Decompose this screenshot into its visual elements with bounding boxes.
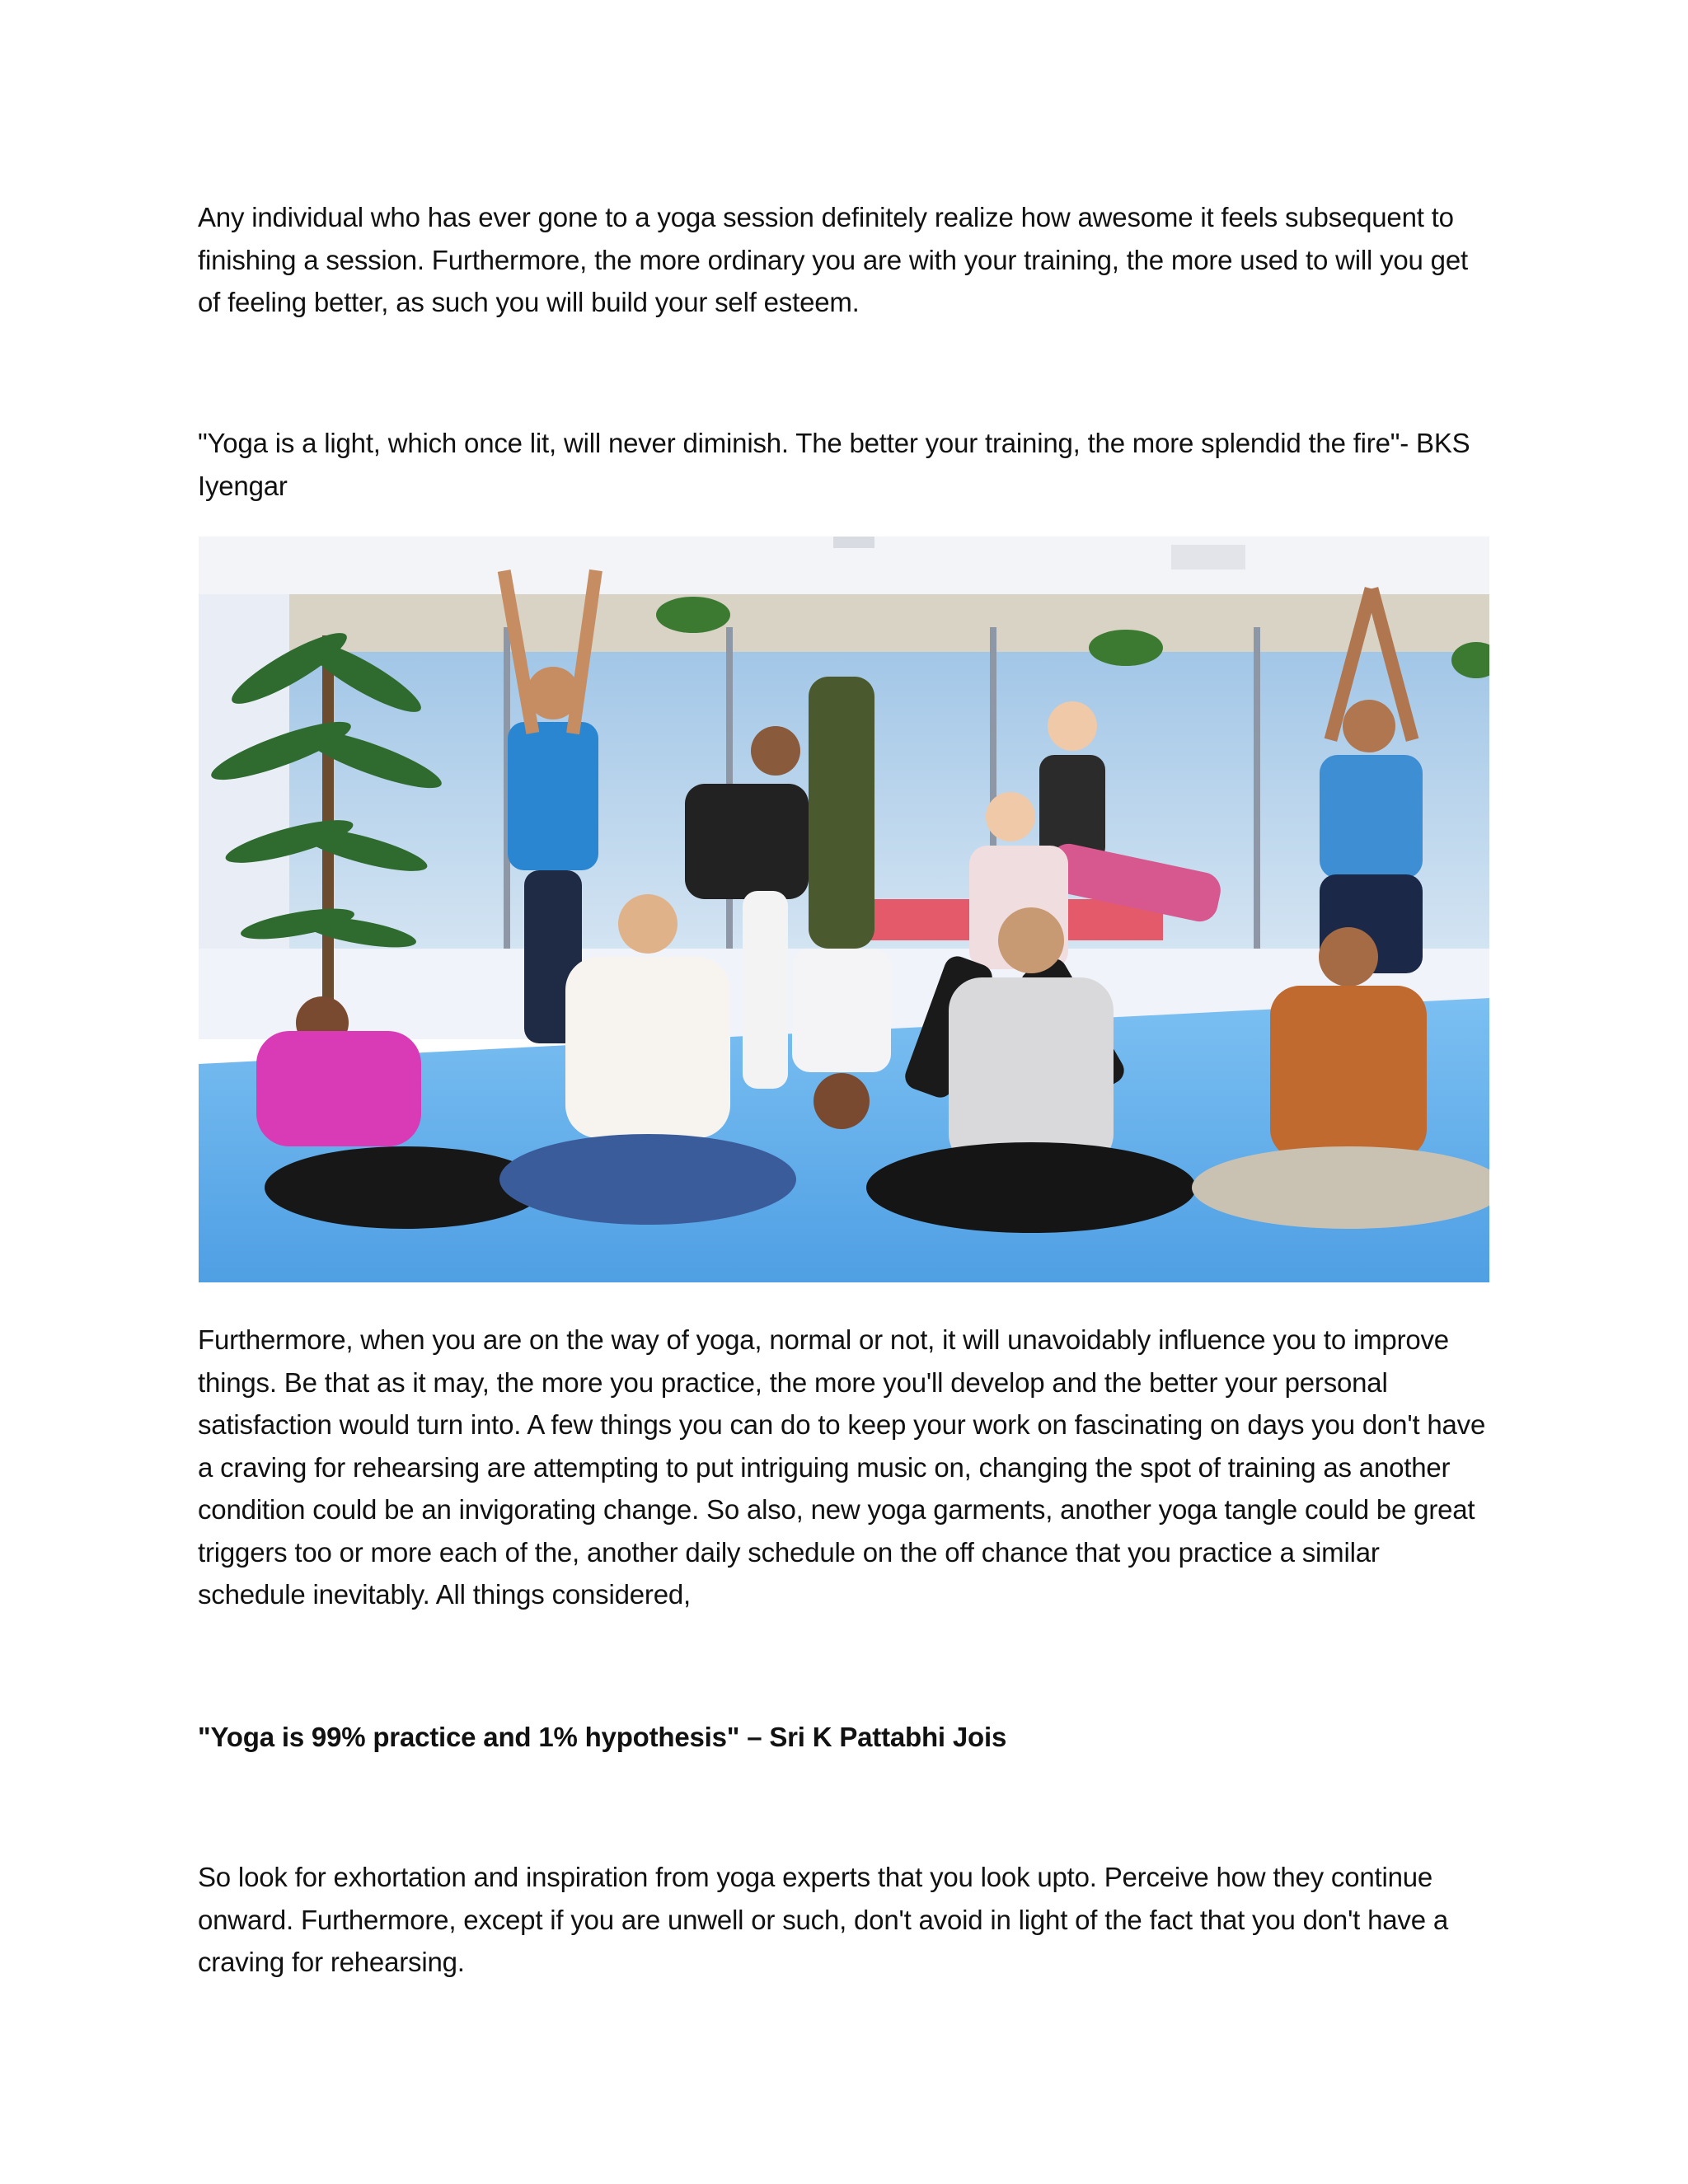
iyengar-quote: "Yoga is a light, which once lit, will never diminish. The better your training, the more splendid the fire"- BKS Iyengar bbox=[198, 428, 1470, 501]
practice-paragraph: Furthermore, when you are on the way of yoga, normal or not, it will unavoidably influence you to improve things. Be that as it may, the more you practice, the more you'll develop and the better your personal satisfaction would turn into. A few things you can do to keep your work on fascinating on days you don't have a craving for rehearsing are attempting to put intriguing music on, changing the spot of training as another condition could be an invigorating change. So also, new yoga garments, another yoga tangle could be great triggers too or more each of the, another daily schedule on the off chance that you practice a similar schedule inevitably. All things considered, bbox=[198, 1324, 1486, 1610]
yoga-group-photo bbox=[199, 537, 1489, 1282]
intro-paragraph: Any individual who has ever gone to a yoga session definitely realize how awesome it feels subsequent to finishing a session. Furthermore, the more ordinary you are with your training, the more used to will you get of feeling better, as such you will build your self esteem. bbox=[198, 202, 1468, 317]
jois-quote: "Yoga is 99% practice and 1% hypothesis" – Sri K Pattabhi Jois bbox=[198, 1722, 1007, 1752]
closing-paragraph: So look for exhortation and inspiration from yoga experts that you look upto. Perceive how they continue onward. Furthermore, except if you are unwell or such, don't avoid in light of the fact that you don't have a craving for rehearsing. bbox=[198, 1862, 1449, 1977]
